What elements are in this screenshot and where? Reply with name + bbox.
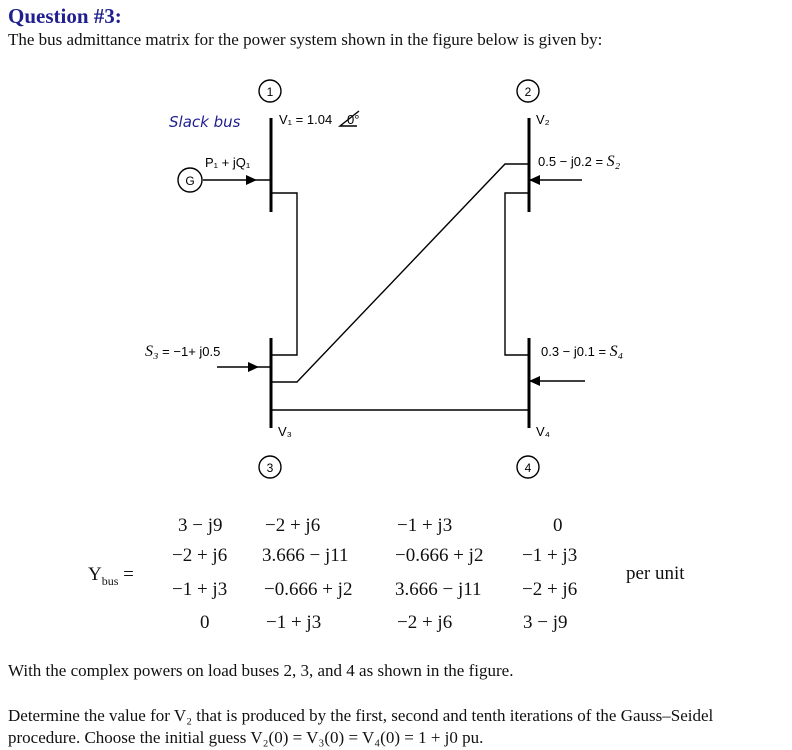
s2-arrow-head-icon [529, 175, 540, 185]
matrix-cell-r3c2: −0.666 + j2 [264, 579, 353, 600]
v4-label: V₄ [536, 424, 550, 439]
task-line-2: procedure. Choose the initial guess V₂(0) = V₃(0) = V₄(0) = 1 + j0 pu. [8, 728, 484, 747]
bus-4-number: 4 [524, 461, 532, 475]
s3-arrow-head-icon [248, 362, 259, 372]
line-1-3 [271, 193, 297, 355]
v3-label: V₃ [278, 424, 292, 439]
matrix-cell-r2c3: −0.666 + j2 [395, 545, 484, 566]
matrix-cell-r1c3: −1 + j3 [397, 515, 453, 536]
v1-angle: 0° [347, 112, 360, 127]
matrix-cell-r2c4: −1 + j3 [522, 545, 578, 566]
matrix-cell-r3c1: −1 + j3 [172, 579, 228, 600]
matrix-cell-r4c1: 0 [200, 612, 210, 633]
v2-label: V₂ [536, 112, 550, 127]
line-2-4 [505, 193, 529, 355]
generator-symbol: G [185, 174, 195, 188]
matrix-cell-r2c1: −2 + j6 [172, 545, 228, 566]
s2-label: 0.5 − j0.2 = S₂ [538, 153, 621, 170]
s4-arrow-head-icon [529, 376, 540, 386]
per-unit-label: per unit [626, 563, 685, 584]
v1-label: V₁ = 1.04 [279, 112, 333, 127]
s3-label: S₃ = −1+ j0.5 [145, 343, 221, 360]
s4-label: 0.3 − j0.1 = S₄ [541, 343, 624, 360]
matrix-cell-r3c3: 3.666 − j11 [395, 579, 482, 600]
matrix-cell-r4c3: −2 + j6 [397, 612, 453, 633]
bus-3-number: 3 [266, 461, 274, 475]
matrix-cell-r4c2: −1 + j3 [266, 612, 322, 633]
slack-bus-label: Slack bus [169, 113, 241, 131]
line-2-3 [271, 164, 529, 382]
matrix-cell-r3c4: −2 + j6 [522, 579, 578, 600]
matrix-cell-r2c2: 3.666 − j11 [262, 545, 349, 566]
load-note: With the complex powers on load buses 2, 3, and 4 as shown in the figure. [8, 661, 514, 680]
matrix-cell-r1c1: 3 − j9 [178, 515, 223, 536]
matrix-cell-r1c4: 0 [553, 515, 563, 536]
matrix-cell-r4c4: 3 − j9 [523, 612, 568, 633]
ybus-label: $Y_{bus}$ = [88, 564, 134, 588]
bus-2-number: 2 [524, 85, 532, 99]
task-line-1: Determine the value for V₂ that is produced by the first, second and tenth iterations of the Gauss–Seidel [8, 706, 714, 725]
matrix-cell-r1c2: −2 + j6 [265, 515, 321, 536]
generator-arrow-head-icon [246, 175, 257, 185]
bus-1-number: 1 [266, 85, 274, 99]
question-intro: The bus admittance matrix for the power system shown in the figure below is given by: [8, 30, 603, 49]
question-heading: Question #3: [8, 4, 122, 28]
generator-power-label: P₁ + jQ₁ [205, 155, 251, 170]
